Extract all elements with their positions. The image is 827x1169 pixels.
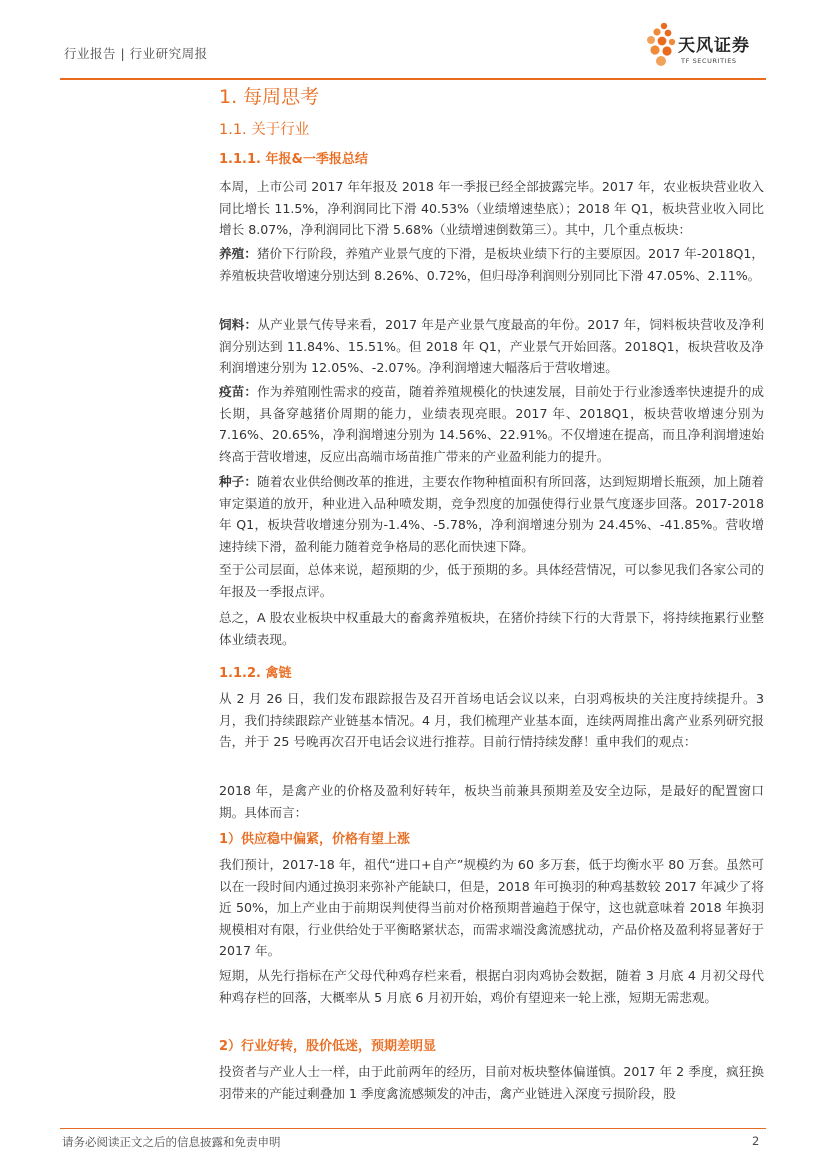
paragraph-supply: 我们预计，2017-18 年，祖代“进口+自产”规模约为 60 多万套，低于均衡水平 80 万套。虽然可以在一段时间内通过换羽来弥补产能缺口，但是，2018 年可换羽的种鸡基数较 2017 年减少了将近 50%，加上产业由于前期误判使得当前对价格预期普遍趋于保守，这也就意味着 2018 年换羽规模相对有限，行业供给处于平衡略紧状态，而需求端没禽流感扰动，产品价格及盈利将显著好于 2017 年。: [219, 857, 764, 958]
subheading-expectation: 2）行业好转，股价低迷，预期差明显: [219, 1039, 437, 1054]
paragraph-summary: 本周，上市公司 2017 年年报及 2018 年一季报已经全部披露完毕。2017 年，农业板块营业收入同比增长 11.5%，净利润同比下滑 40.53%（业绩增速垫底）；2018 年 Q1，板块营业收入同比增长 8.07%，净利润同比下滑 5.68%（业绩增速倒数第三）。其中，几个重点板块：: [219, 179, 764, 237]
paragraph-vaccine: [219, 381, 764, 467]
logo-name-cn: 天风证券: [678, 36, 750, 56]
paragraph-text: 作为养殖刚性需求的疫苗，随着养殖规模化的快速发展，目前处于行业渗透率快速提升的成长期，具备穿越猪价周期的能力，业绩表现亮眼。2017 年、2018Q1，板块营收增速分别为 7.16%、20.65%，净利润增速分别为 14.56%、22.91%。不仅增速在提高，而且净利润增速始终高于营收增速，反应出高端市场苗推广带来的产业盈利能力的提升。: [219, 384, 765, 464]
paragraph-short-term: 短期，从先行指标在产父母代种鸡存栏来看，根据白羽肉鸡协会数据，随着 3 月底 4 月初父母代种鸡存栏的回落，大概率从 5 月底 6 月初开始，鸡价有望迎来一轮上涨，短期无需悲观。: [219, 968, 764, 1005]
footer-divider: [60, 1128, 766, 1129]
page-number: 2: [752, 1134, 760, 1148]
paragraph-text: 从产业景气传导来看，2017 年是产业景气度最高的年份。2017 年，饲料板块营收及净利润分别达到 11.84%、15.51%。但 2018 年 Q1，产业景气开始回落。2018Q1，板块营收及净利润增速分别为 12.05%、-2.07%。净利润增速大幅落后于营收增速。: [219, 317, 764, 375]
paragraph-lead: 养殖：: [219, 246, 257, 261]
paragraph-seeds: [219, 471, 764, 557]
section-heading-1-1-1: 1.1.1. 年报&一季报总结: [219, 152, 368, 167]
logo-name-en: TF SECURITIES: [681, 57, 737, 65]
report-category: 行业报告 | 行业研究周报: [64, 46, 208, 61]
paragraph-lead: 饲料：: [219, 317, 258, 332]
footer-disclaimer: 请务必阅读正文之后的信息披露和免责申明: [62, 1135, 281, 1149]
section-heading-1-1: 1.1. 关于行业: [219, 122, 310, 138]
paragraph-conclusion: 总之，A 股农业板块中权重最大的畜禽养殖板块，在猪价持续下行的大背景下，将持续拖累行业整体业绩表现。: [219, 610, 764, 647]
paragraph-investors: 投资者与产业人士一样，由于此前两年的经历，目前对板块整体偏谨慎。2017 年 2 季度，疯狂换羽带来的产能过剩叠加 1 季度禽流感频发的冲击，禽产业链进入深度亏损阶段，股: [219, 1064, 764, 1101]
paragraph-breeding: [219, 243, 764, 286]
paragraph-lead: 种子：: [219, 474, 258, 489]
company-logo: [641, 20, 771, 74]
paragraph-poultry-outlook: 2018 年，是禽产业的价格及盈利好转年，板块当前兼具预期差及安全边际，是最好的配置窗口期。具体而言：: [219, 783, 764, 820]
paragraph-feed: [219, 314, 764, 379]
paragraph-lead: 疫苗：: [219, 384, 258, 399]
paragraph-text: 猪价下行阶段，养殖产业景气度的下滑，是板块业绩下行的主要原因。2017 年-2018Q1，养殖板块营收增速分别达到 8.26%、0.72%，但归母净利润则分别同比下滑 47.05%、2.11%。: [219, 246, 765, 283]
paragraph-text: 随着农业供给侧改革的推进，主要农作物种植面积有所回落，达到短期增长瓶颈，加上随着审定渠道的放开，种业进入品种喷发期，竞争烈度的加强使得行业景气度逐步回落。2017-2018 年 Q1，板块营收增速分别为-1.4%、-5.78%，净利润增速分别为 24.45%、-41.85%。营收增速持续下滑，盈利能力随着竞争格局的恶化而快速下降。: [219, 474, 765, 554]
header-divider: [60, 78, 766, 80]
paragraph-company-level: 至于公司层面，总体来说，超预期的少，低于预期的多。具体经营情况，可以参见我们各家公司的年报及一季报点评。: [219, 562, 764, 599]
section-heading-1: 1. 每周思考: [219, 86, 320, 108]
subheading-supply: 1）供应稳中偏紧，价格有望上涨: [219, 832, 411, 847]
section-heading-1-1-2: 1.1.2. 禽链: [219, 666, 292, 681]
paragraph-poultry-tracking: 从 2 月 26 日，我们发布跟踪报告及召开首场电话会议以来，白羽鸡板块的关注度持续提升。3 月，我们持续跟踪产业链基本情况。4 月，我们梳理产业基本面，连续两周推出禽产业系列研究报告，并于 25 号晚再次召开电话会议进行推荐。目前行情持续发酵！重申我们的观点：: [219, 691, 764, 749]
logo-mark-icon: [641, 20, 681, 74]
